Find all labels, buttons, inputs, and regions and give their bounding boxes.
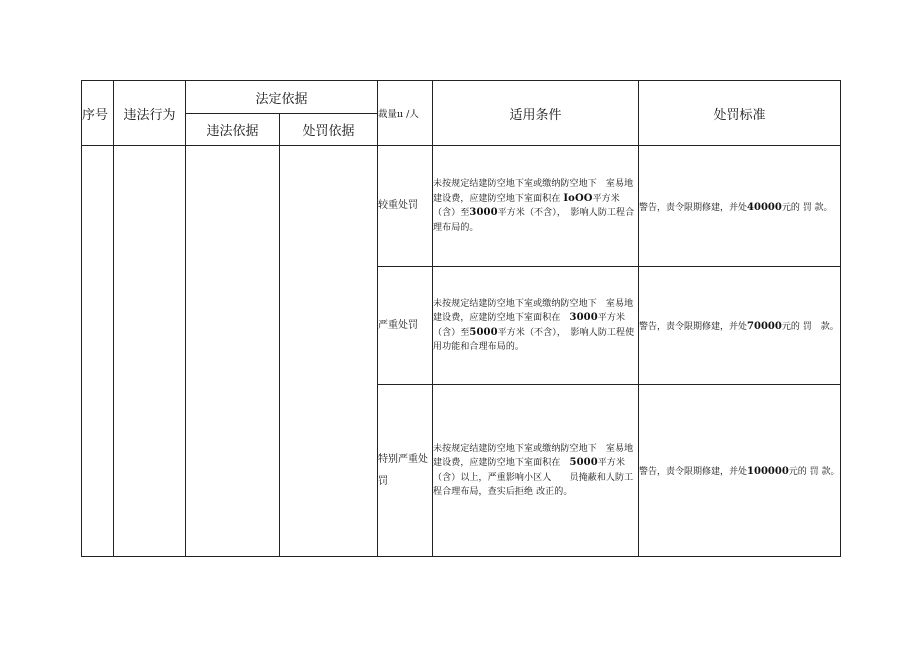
seq-cell (82, 146, 114, 557)
discretion-level: 较重处罚 (378, 146, 433, 267)
table-row (82, 146, 841, 267)
discretion-level: 特别严重处罚 (378, 385, 433, 557)
header-penalty-basis: 处罚依据 (280, 114, 378, 146)
header-violation: 违法行为 (114, 81, 186, 146)
header-legal-basis: 法定依据 (186, 81, 378, 114)
condition-text: 未按规定结建防空地下室或缴纳防空地下 室易地建设费，应建防空地下室面积在 3000平方米（含）至5000平方米（不含）， 影响人防工程使用功能和合理布局的。 (433, 267, 639, 385)
penalty-standard: 警告，责令限期修建，并处100000元的 罚 款。 (639, 385, 841, 557)
discretion-level: 严重处罚 (378, 267, 433, 385)
header-seq: 序号 (82, 81, 114, 146)
header-discretion: 裁量ıı /人 (378, 81, 433, 146)
violation-cell (114, 146, 186, 557)
header-violation-basis: 违法依据 (186, 114, 280, 146)
condition-text: 未按规定结建防空地下室或缴纳防空地下 室易地建设费，应建防空地下室面积在 IoOO平方米（含）至3000平方米（不含）， 影响人防工程合理布局的。 (433, 146, 639, 267)
header-standard: 处罚标准 (639, 81, 841, 146)
violation-basis-cell (186, 146, 280, 557)
header-conditions: 适用条件 (433, 81, 639, 146)
condition-text: 未按规定结建防空地下室或缴纳防空地下 室易地建设费，应建防空地下室面积在 5000平方米（含）以上，严重影响小区人 员掩蔽和人防工程合理布局，查实后拒绝 改正的。 (433, 385, 639, 557)
penalty-standards-table (81, 80, 841, 557)
penalty-basis-cell (280, 146, 378, 557)
penalty-standard: 警告，责令限期修建，并处40000元的 罚 款。 (639, 146, 841, 267)
penalty-standard: 警告，责令限期修建，并处70000元的 罚 款。 (639, 267, 841, 385)
